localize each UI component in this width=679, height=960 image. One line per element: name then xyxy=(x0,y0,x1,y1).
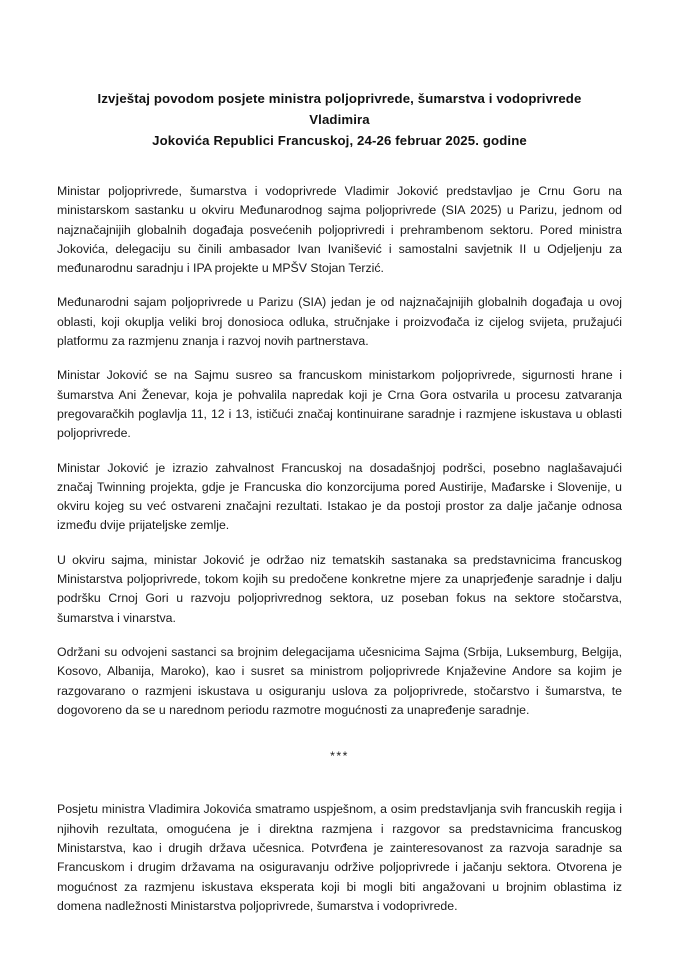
paragraph-2: Međunarodni sajam poljoprivrede u Parizu (SIA) jedan je od najznačajnijih globalnih događaja u ovoj oblasti, koji okuplja veliki broj donosioca odluka, stručnjake i proizvođača iz cijelog svijeta, pružajući platformu za razmjenu znanja i razvoj novih partnerstava. xyxy=(57,295,622,349)
page-title xyxy=(57,88,622,151)
page-title-line-2: Jokovića Republici Francuskoj, 24-26 februar 2025. godine xyxy=(152,133,527,148)
closing-paragraphs xyxy=(57,800,622,916)
page-title-line-1: Izvještaj povodom posjete ministra poljoprivrede, šumarstva i vodoprivrede Vladimira xyxy=(97,91,582,127)
section-divider: *** xyxy=(330,749,349,764)
paragraph-5: U okviru sajma, ministar Joković je održao niz tematskih sastanaka sa predstavnicima francuskog Ministarstva poljoprivrede, tokom kojih su predočene konkretne mjere za unaprjeđenje saradnje i dalju podršku Crnoj Gori u razvoju poljoprivrednog sektora, uz poseban fokus na sektore stočarstva, šumarstva i vinarstva. xyxy=(57,552,622,625)
closing-paragraph-1: Posjetu ministra Vladimira Jokovića smatramo uspješnom, a osim predstavljanja svih francuskih regija i njihovih rezultata, omogućena je i direktna razmjena i razgovor sa predstavnicima francuskog Ministarstva, kao i drugih država učesnica. Potvrđena je zainteresovanost za razvoja saradnje sa Francuskom i drugim državama na osiguravanju održive poljoprivrede i jačanju sektora. Otvorena je mogućnost za razmjenu iskustava eksperata koji bi mogli biti angažovani u brojnim oblastima iz domena nadležnosti Ministarstva poljoprivrede, šumarstva i vodoprivrede. xyxy=(57,802,622,913)
paragraph-3: Ministar Joković se na Sajmu susreo sa francuskom ministarkom poljoprivrede, sigurnosti hrane i šumarstva Ani Ženevar, koja je pohvalila napredak koji je Crna Gora ostvarila u procesu zatvaranja pregovaračkih poglavlja 11, 12 i 13, ističući značaj kontinuirane saradnje i razmjene iskustava u oblasti poljoprivrede. xyxy=(57,368,622,441)
body-paragraphs xyxy=(57,182,622,720)
document-content xyxy=(57,88,622,916)
paragraph-4: Ministar Joković je izrazio zahvalnost Francuskoj na dosadašnjoj podršci, posebno naglašavajući značaj Twinning projekta, gdje je Francuska dio konzorcijuma pored Austirije, Mađarske i Slovenije, u okviru kojeg su već ostvareni značajni rezultati. Istakao je da postoji prostor za dalje jačanje odnosa između dvije prijateljske zemlje. xyxy=(57,460,622,533)
paragraph-6: Održani su odvojeni sastanci sa brojnim delegacijama učesnicima Sajma (Srbija, Luksemburg, Belgija, Kosovo, Albanija, Maroko), kao i susret sa ministrom poljoprivrede Knjaževine Andore sa kojim je razgovarano o razmjeni iskustava u osiguranju uslova za poljoprivrede, stočarstvo i šumarstva, te dogovoreno da se u narednom periodu razmotre mogućnosti za unapređenje saradnje. xyxy=(57,644,622,717)
paragraph-1: Ministar poljoprivrede, šumarstva i vodoprivrede Vladimir Joković predstavljao je Crnu Goru na ministarskom sastanku u okviru Međunarodnog sajma poljoprivrede (SIA 2025) u Parizu, jednom od najznačajnijih globalnih događaja posvećenih poljoprivredi i prehrambenom sektoru. Pored ministra Jokovića, delegaciju su činili ambasador Ivan Ivanišević i samostalni savjetnik II u Odjeljenju za međunarodnu saradnju i IPA projekte u MPŠV Stojan Terzić. xyxy=(57,184,622,276)
